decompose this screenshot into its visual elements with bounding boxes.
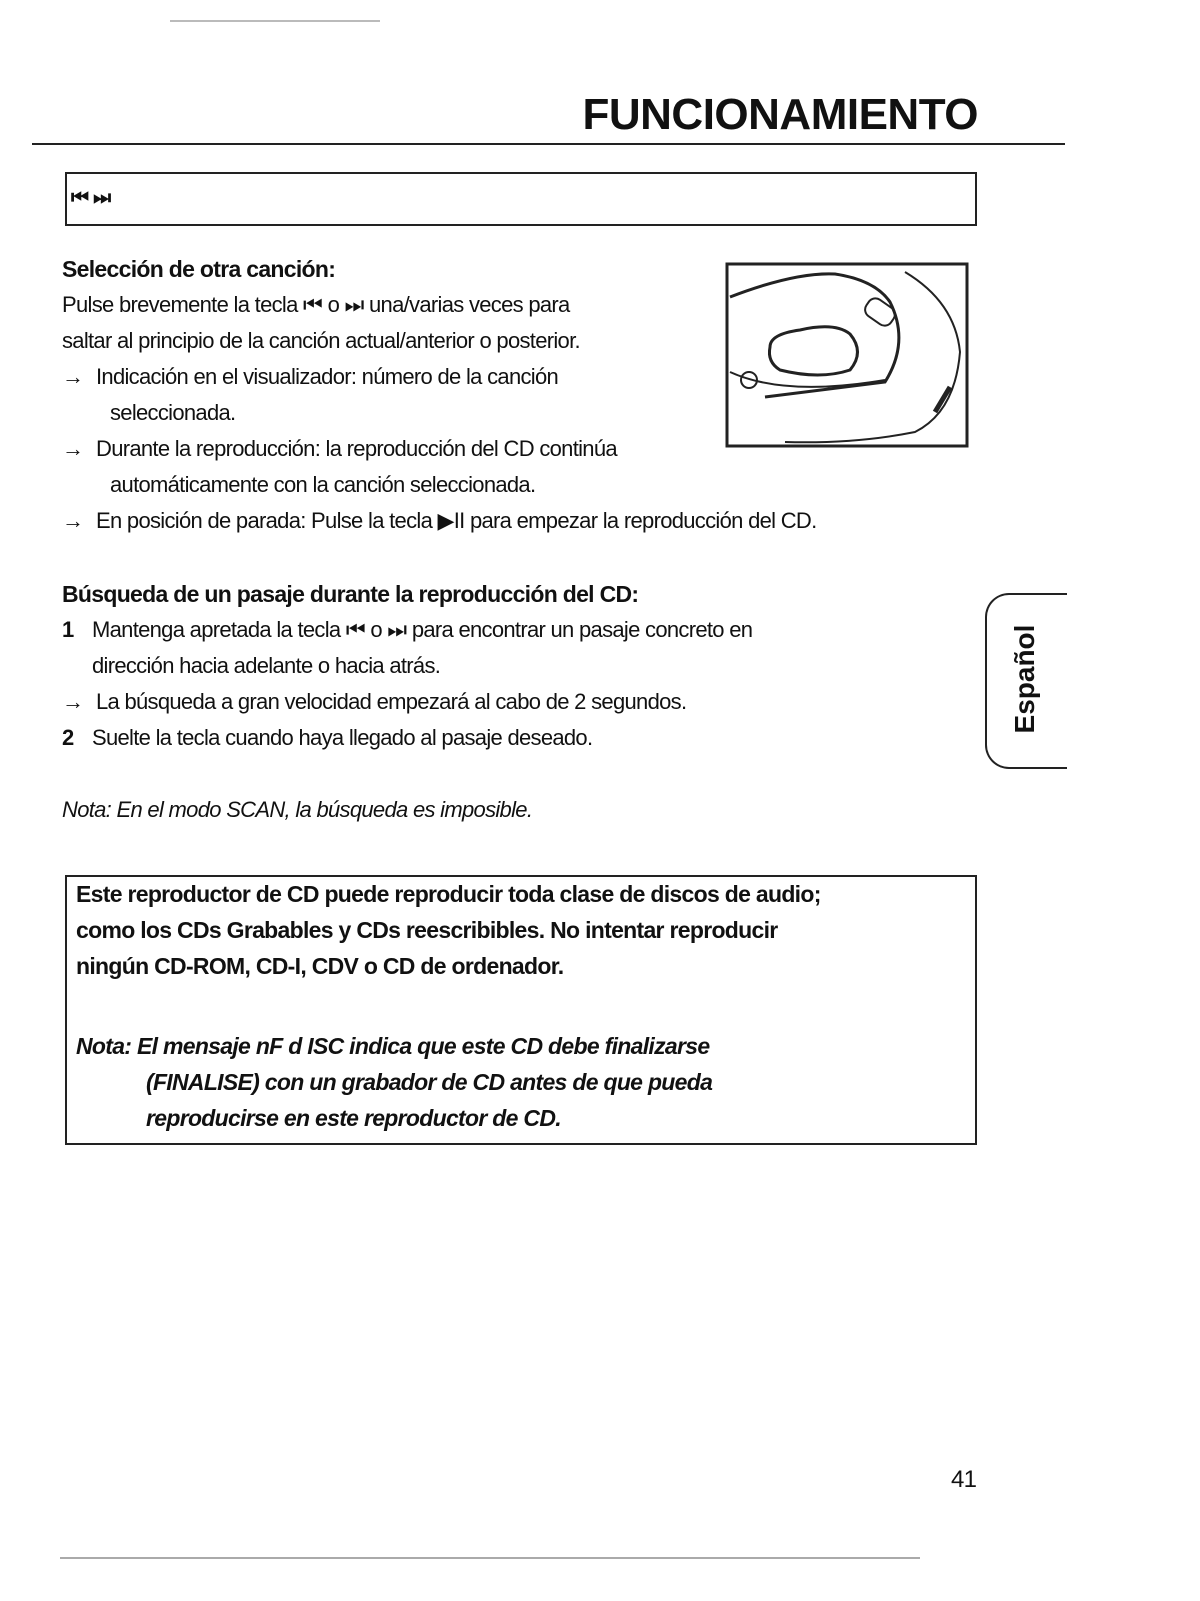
bullet-line — [62, 363, 558, 391]
bullet-text: La búsqueda a gran velocidad empezará al cabo de 2 segundos. — [96, 689, 687, 714]
cd-player-illustration — [725, 262, 969, 448]
bullet-line — [62, 688, 686, 716]
bullet-text: En posición de parada: Pulse la tecla ▶II para empezar la reproducción del CD. — [96, 508, 817, 533]
scan-artifact — [60, 1557, 920, 1559]
scan-artifact — [170, 20, 380, 22]
step-line — [62, 724, 592, 752]
step-number: 2 — [62, 725, 74, 750]
section2-heading: Búsqueda de un pasaje durante la reproducción del CD: — [62, 581, 639, 607]
text-line: automáticamente con la canción seleccionada. — [110, 472, 536, 497]
info-line: como los CDs Grabables y CDs reescribibles. No intentar reproducir — [76, 917, 778, 943]
bullet-text: Durante la reproducción: la reproducción del CD continúa — [96, 436, 617, 461]
step-text: Suelte la tecla cuando haya llegado al pasaje deseado. — [92, 725, 593, 750]
step-line — [62, 616, 752, 644]
text-line: seleccionada. — [110, 400, 236, 425]
info-note-line: Nota: El mensaje nF d ISC indica que este CD debe finalizarse — [76, 1033, 710, 1059]
info-line: ningún CD-ROM, CD-I, CDV o CD de ordenador. — [76, 953, 564, 979]
arrow-icon: → — [62, 364, 81, 389]
page-number: 41 — [951, 1466, 977, 1493]
scan-note: Nota: En el modo SCAN, la búsqueda es imposible. — [62, 797, 533, 822]
bullet-line — [62, 435, 617, 463]
bullet-line — [62, 507, 817, 535]
text-line: Pulse brevemente la tecla ⏮ o ⏭ una/varias veces para — [62, 292, 570, 317]
prev-next-icon: ⏮ ⏭ — [71, 187, 111, 209]
info-note-line: (FINALISE) con un grabador de CD antes de que pueda — [146, 1069, 713, 1095]
section1-heading: Selección de otra canción: — [62, 256, 336, 282]
arrow-icon: → — [62, 508, 81, 533]
info-note-line: reproducirse en este reproductor de CD. — [146, 1105, 561, 1131]
bullet-text: Indicación en el visualizador: número de la canción — [96, 364, 559, 389]
key-symbol-box — [65, 172, 977, 226]
page-title: FUNCIONAMIENTO — [582, 90, 978, 139]
info-line: Este reproductor de CD puede reproducir toda clase de discos de audio; — [76, 881, 821, 907]
arrow-icon: → — [62, 436, 81, 461]
text-line: saltar al principio de la canción actual/anterior o posterior. — [62, 328, 580, 353]
step-text: Mantenga apretada la tecla ⏮ o ⏭ para encontrar un pasaje concreto en — [92, 617, 753, 642]
arrow-icon: → — [62, 689, 81, 714]
language-tab-label: Español — [1009, 624, 1040, 734]
step-number: 1 — [62, 617, 74, 642]
title-rule — [32, 143, 1065, 145]
text-line: dirección hacia adelante o hacia atrás. — [92, 653, 441, 678]
